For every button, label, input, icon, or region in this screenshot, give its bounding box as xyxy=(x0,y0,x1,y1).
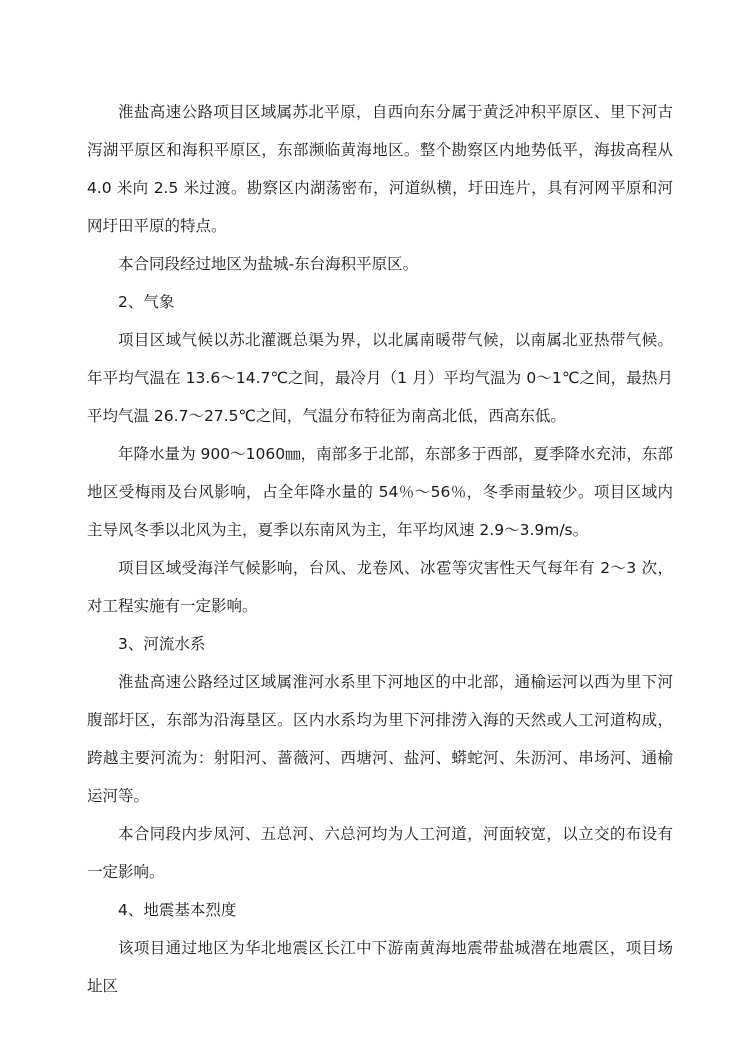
heading-climate: 2、气象 xyxy=(118,293,175,311)
paragraph-water-system: 淮盐高速公路经过区域属淮河水系里下河地区的中北部，通榆运河以西为里下河腹部圩区，东部为沿海垦区。区内水系均为里下河排涝入海的天然或人工河道构成，跨越主要河流为：射阳河、蔷薇河、西塘河、盐河、蟒蛇河、朱沥河、串场河、通榆运河等。 xyxy=(87,673,673,805)
heading-rivers: 3、河流水系 xyxy=(118,635,206,653)
paragraph-disasters: 项目区域受海洋气候影响，台风、龙卷风、冰雹等灾害性天气每年有 2～3 次，对工程实施有一定影响。 xyxy=(87,559,673,615)
document-page xyxy=(87,93,673,1005)
paragraph-seismic-zone: 该项目通过地区为华北地震区长江中下游南黄海地震带盐城潜在地震区，项目场址区 xyxy=(87,939,673,995)
heading-seismic: 4、地震基本烈度 xyxy=(118,901,237,919)
paragraph-precipitation: 年降水量为 900～1060㎜，南部多于北部，东部多于西部，夏季降水充沛，东部地区受梅雨及台风影响，占全年降水量的 54％～56％，冬季雨量较少。项目区域内主导风冬季以北风为主，夏季以东南风为主，年平均风速 2.9～3.9m/s。 xyxy=(87,445,673,539)
paragraph-artificial-rivers: 本合同段内步凤河、五总河、六总河均为人工河道，河面较宽，以立交的布设有一定影响。 xyxy=(87,825,673,881)
paragraph-terrain: 淮盐高速公路项目区域属苏北平原，自西向东分属于黄泛冲积平原区、里下河古泻湖平原区和海积平原区，东部濒临黄海地区。整个勘察区内地势低平，海拔高程从 4.0 米向 2.5 米过渡。勘察区内湖荡密布，河道纵横，圩田连片，具有河网平原和河网圩田平原的特点。 xyxy=(87,103,673,235)
paragraph-contract-section: 本合同段经过地区为盐城-东台海积平原区。 xyxy=(118,255,419,273)
paragraph-temperature: 项目区域气候以苏北灌溉总渠为界，以北属南暖带气候，以南属北亚热带气候。年平均气温在 13.6～14.7℃之间，最冷月（1 月）平均气温为 0～1℃之间，最热月平均气温 26.7～27.5℃之间，气温分布特征为南高北低，西高东低。 xyxy=(87,331,673,425)
